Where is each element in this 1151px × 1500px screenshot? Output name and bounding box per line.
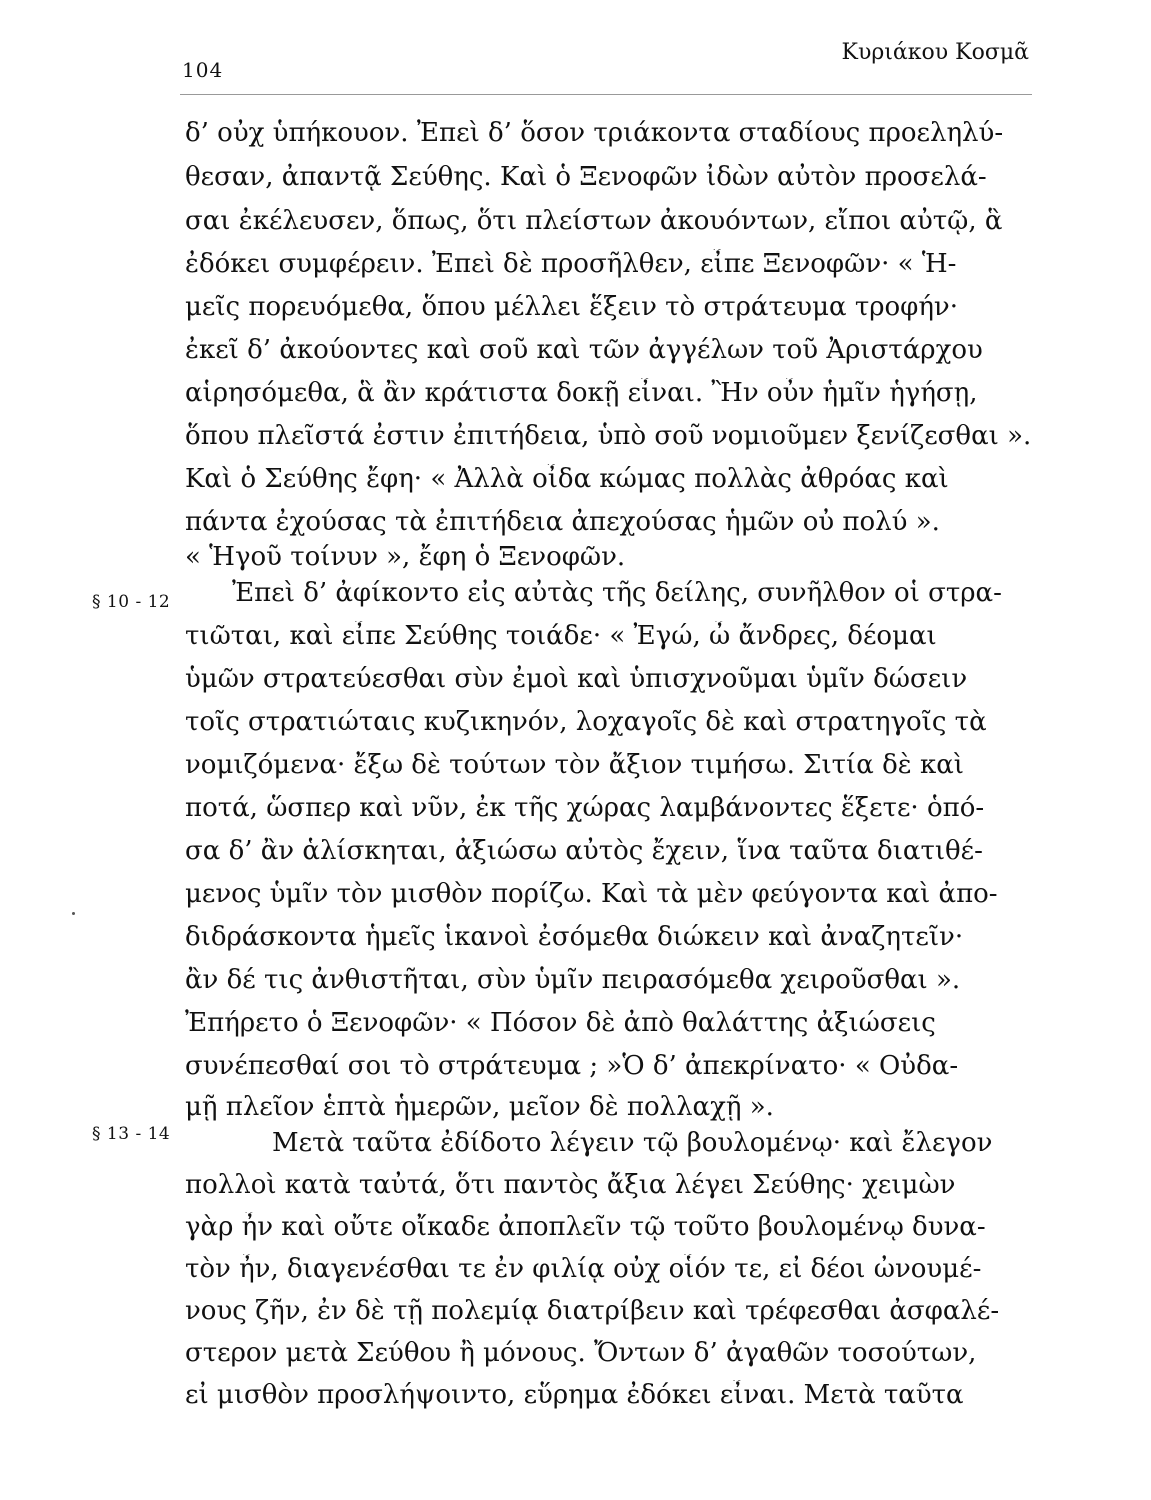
text-line: ἐδόκει συμφέρειν. Ἐπεὶ δὲ προσῆλθεν, εἶπε Ξενοφῶν· « Ἡ-: [185, 249, 957, 279]
text-line: Ἐπήρετο ὁ Ξενοφῶν· « Πόσον δὲ ἀπὸ θαλάττης ἀξιώσεις: [185, 1008, 936, 1038]
text-line: πολλοὶ κατὰ ταὐτά, ὅτι παντὸς ἄξια λέγει Σεύθης· χειμὼν: [185, 1170, 956, 1200]
text-line: νομιζόμενα· ἔξω δὲ τούτων τὸν ἄξιον τιμήσω. Σιτία δὲ καὶ: [185, 750, 964, 780]
text-line: ὑμῶν στρατεύεσθαι σὺν ἐμοὶ καὶ ὑπισχνοῦμαι ὑμῖν δώσειν: [185, 664, 968, 694]
scan-speck: [72, 912, 75, 915]
text-line: γὰρ ἦν καὶ οὔτε οἴκαδε ἀποπλεῖν τῷ τοῦτο βουλομένῳ δυνα-: [185, 1212, 986, 1242]
page-number: 104: [182, 58, 224, 82]
text-line: διδράσκοντα ἡμεῖς ἱκανοὶ ἐσόμεθα διώκειν καὶ ἀναζητεῖν·: [185, 922, 964, 952]
running-head: Κυριάκου Κοσμᾶ: [841, 40, 1029, 65]
paragraph-first-line: Μετὰ ταῦτα ἐδίδοτο λέγειν τῷ βουλομένῳ· καὶ ἔλεγον: [272, 1128, 993, 1158]
text-line: ἂν δέ τις ἀνθιστῆται, σὺν ὑμῖν πειρασόμεθα χειροῦσθαι ».: [185, 965, 961, 995]
text-line: αἱρησόμεθα, ἃ ἂν κράτιστα δοκῇ εἶναι. Ἢν οὖν ἡμῖν ἡγήσῃ,: [185, 378, 978, 408]
paragraph-first-line: Ἐπεὶ δ’ ἀφίκοντο εἰς αὐτὰς τῆς δείλης, συνῆλθον οἱ στρα-: [232, 578, 1002, 608]
text-line: « Ἡγοῦ τοίνυν », ἔφη ὁ Ξενοφῶν.: [185, 542, 626, 572]
text-line: μενος ὑμῖν τὸν μισθὸν πορίζω. Καὶ τὰ μὲν φεύγοντα καὶ ἀπο-: [185, 879, 998, 909]
text-line: μεῖς πορευόμεθα, ὅπου μέλλει ἕξειν τὸ στράτευμα τροφήν·: [185, 292, 959, 322]
text-line: Καὶ ὁ Σεύθης ἔφη· « Ἀλλὰ οἶδα κώμας πολλὰς ἀθρόας καὶ: [185, 464, 949, 494]
text-line: ὅπου πλεῖστά ἐστιν ἐπιτήδεια, ὑπὸ σοῦ νομιοῦμεν ξενίζεσθαι ».: [185, 421, 1032, 451]
text-line: νους ζῆν, ἐν δὲ τῇ πολεμίᾳ διατρίβειν καὶ τρέφεσθαι ἀσφαλέ-: [185, 1296, 1000, 1326]
text-line: δ’ οὐχ ὑπήκουον. Ἐπεὶ δ’ ὅσον τριάκοντα σταδίους προεληλύ-: [185, 118, 1004, 148]
text-line: συνέπεσθαί σοι τὸ στράτευμα ; »Ὁ δ’ ἀπεκρίνατο· « Οὐδα-: [185, 1051, 959, 1081]
text-line: εἰ μισθὸν προσλήψοιντο, εὕρημα ἐδόκει εἶναι. Μετὰ ταῦτα: [185, 1380, 964, 1410]
text-line: πάντα ἐχούσας τὰ ἐπιτήδεια ἀπεχούσας ἡμῶν οὐ πολύ ».: [185, 507, 940, 537]
text-line: τιῶται, καὶ εἶπε Σεύθης τοιάδε· « Ἐγώ, ὦ ἄνδρες, δέομαι: [185, 621, 937, 651]
header-rule: [180, 94, 1032, 95]
text-line: σα δ’ ἂν ἁλίσκηται, ἀξιώσω αὐτὸς ἔχειν, ἵνα ταῦτα διατιθέ-: [185, 836, 983, 866]
text-line: τὸν ἦν, διαγενέσθαι τε ἐν φιλίᾳ οὐχ οἷόν τε, εἰ δέοι ὠνουμέ-: [185, 1254, 982, 1284]
margin-note-section-10-12: § 10 - 12: [92, 592, 171, 612]
text-line: στερον μετὰ Σεύθου ἢ μόνους. Ὄντων δ’ ἀγαθῶν τοσούτων,: [185, 1338, 977, 1368]
margin-note-section-13-14: § 13 - 14: [92, 1124, 171, 1144]
text-line: μῇ πλεῖον ἑπτὰ ἡμερῶν, μεῖον δὲ πολλαχῇ ».: [185, 1092, 774, 1122]
text-line: σαι ἐκέλευσεν, ὅπως, ὅτι πλείστων ἀκουόντων, εἴποι αὐτῷ, ἃ: [185, 206, 1003, 236]
text-line: θεσαν, ἀπαντᾷ Σεύθης. Καὶ ὁ Ξενοφῶν ἰδὼν αὐτὸν προσελά-: [185, 162, 987, 192]
text-line: τοῖς στρατιώταις κυζικηνόν, λοχαγοῖς δὲ καὶ στρατηγοῖς τὰ: [185, 707, 987, 737]
text-line: ποτά, ὥσπερ καὶ νῦν, ἐκ τῆς χώρας λαμβάνοντες ἕξετε· ὁπό-: [185, 793, 985, 823]
text-line: ἐκεῖ δ’ ἀκούοντες καὶ σοῦ καὶ τῶν ἀγγέλων τοῦ Ἀριστάρχου: [185, 335, 983, 365]
